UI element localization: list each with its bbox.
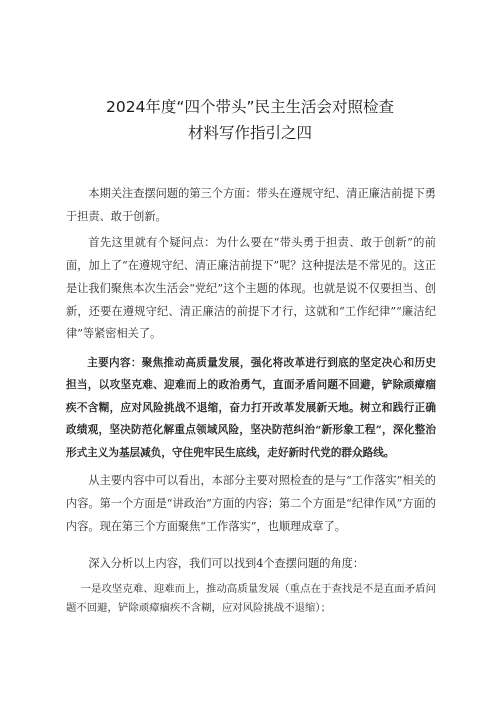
paragraph-analysis: 从主要内容中可以看出，本部分主要对照检查的是与“工作落实”相关的内容。第一个方面是“讲政治”方面的内容；第二个方面是“纪律作风”方面的内容。现在第三个方面聚焦“工作落实”，也顺理成章了。: [66, 474, 436, 533]
paragraph-angle-one: 一是攻坚克难、迎难而上，推动高质量发展（重点在于查找是不是直面矛盾问题不回避，铲除顽瘴痼疾不含糊，应对风险挑战不退缩）；: [66, 583, 436, 615]
document-title: [0, 94, 500, 146]
document-body: [66, 183, 436, 618]
paragraph-intro: 本期关注查摆问题的第三个方面：带头在遵规守纪、清正廉洁前提下勇于担责、敢于创新。: [66, 187, 436, 223]
title-line-2: 材料写作指引之四: [187, 124, 312, 142]
paragraph-angles: 深入分析以上内容，我们可以找到4个查摆问题的角度：: [88, 556, 365, 570]
paragraph-question: 首先这里就有个疑问点：为什么要在“带头勇于担责、敢于创新”的前面，加上了“在遵规守纪、清正廉洁前提下”呢？这种提法是不常见的。这正是让我们聚焦本次生活会“党纪”这个主题的体现。也就是说不仅要担当、创新，还要在遵规守纪、清正廉洁的前提下才行，这就和“工作纪律”“廉洁纪律”等紧密相关了。: [66, 236, 436, 341]
paragraph-main-content: 主要内容：聚焦推动高质量发展，强化将改革进行到底的坚定决心和历史担当，以攻坚克难、迎难而上的政治勇气，直面矛盾问题不回避，铲除顽瘴痼疾不含糊，应对风险挑战不退缩，奋力打开改革发展新天地。树立和践行正确政绩观，坚决防范化解重点领域风险，坚决防范纠治“新形象工程”，深化整治形式主义为基层减负，守住兜牢民生底线，走好新时代党的群众路线。: [66, 356, 436, 459]
title-line-1: 2024年度“四个带头”民主生活会对照检查: [105, 98, 394, 116]
